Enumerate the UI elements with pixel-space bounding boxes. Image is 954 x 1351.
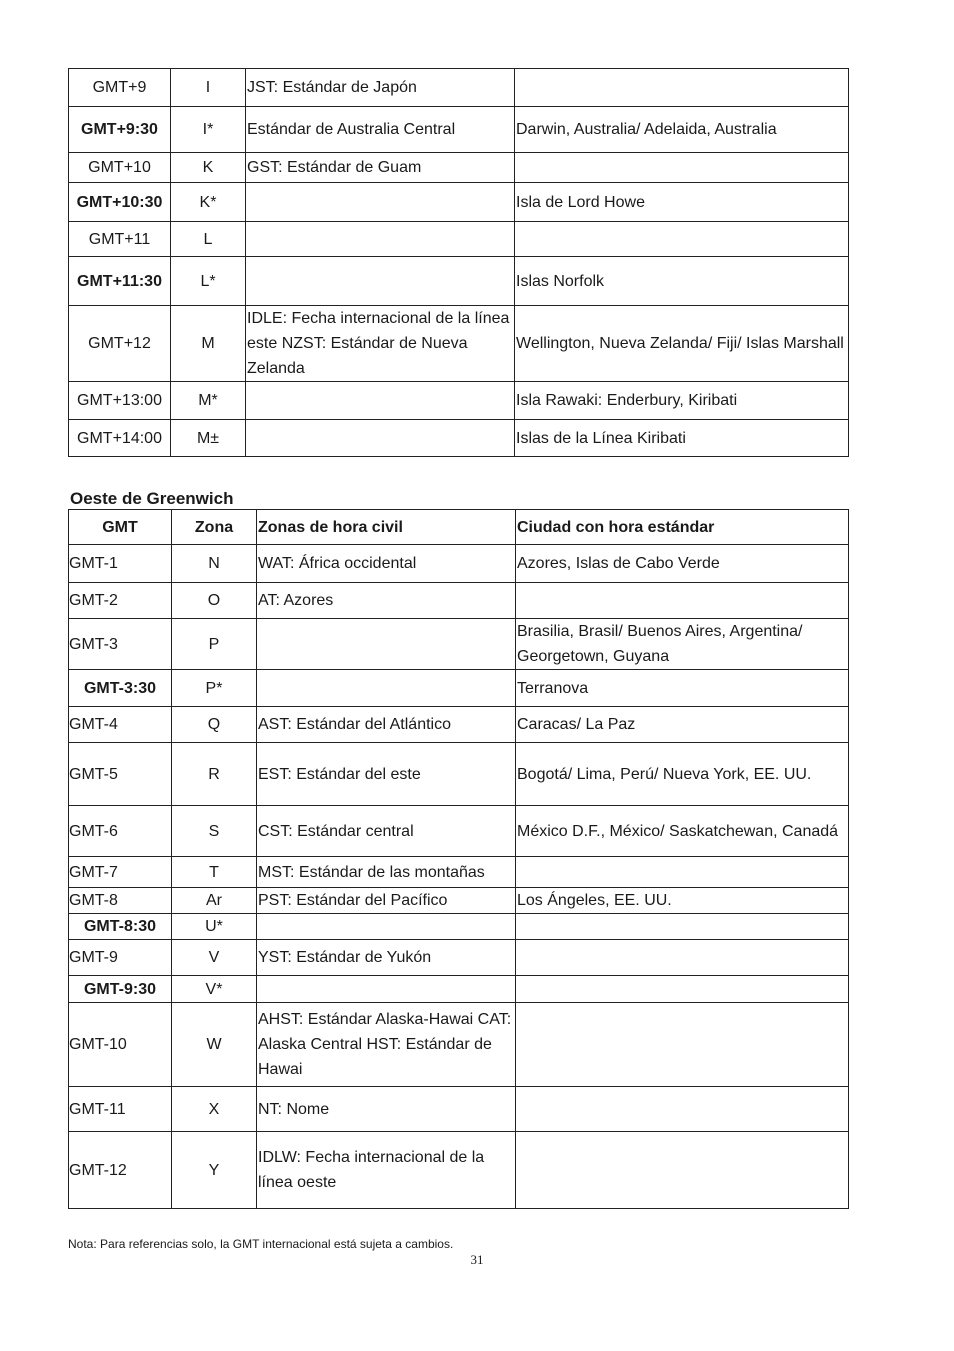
cell-zone: X [172,1087,257,1132]
table-row [69,940,849,976]
cell-city: Caracas/ La Paz [516,707,849,743]
cell-city: Islas Norfolk [515,257,849,306]
cell-city [515,153,849,183]
cell-civil: CST: Estándar central [257,806,516,857]
cell-city: Bogotá/ Lima, Perú/ Nueva York, EE. UU. [516,743,849,806]
table-row [69,222,849,257]
table-row [69,183,849,222]
cell-gmt: GMT-2 [69,583,172,619]
cell-city: Darwin, Australia/ Adelaida, Australia [515,107,849,153]
cell-zone: V* [172,976,257,1003]
cell-gmt: GMT-3 [69,619,172,670]
cell-zone: P* [172,670,257,707]
cell-gmt: GMT+11:30 [69,257,171,306]
cell-civil: AST: Estándar del Atlántico [257,707,516,743]
cell-city: Wellington, Nueva Zelanda/ Fiji/ Islas Marshall [515,306,849,382]
cell-zone: M± [171,420,246,457]
cell-gmt: GMT+9:30 [69,107,171,153]
table-row [69,382,849,420]
cell-city: México D.F., México/ Saskatchewan, Canadá [516,806,849,857]
cell-civil: IDLW: Fecha internacional de la línea oeste [257,1132,516,1209]
page-number: 31 [470,1252,484,1267]
table-row [69,420,849,457]
cell-zone: I [171,69,246,107]
cell-gmt: GMT-8:30 [69,914,172,940]
table-row [69,914,849,940]
section-title: Oeste de Greenwich [70,489,234,508]
cell-zone: K [171,153,246,183]
table-row [69,1003,849,1087]
table-row [69,976,849,1003]
cell-gmt: GMT-3:30 [69,670,172,707]
cell-zone: O [172,583,257,619]
cell-gmt: GMT-12 [69,1132,172,1209]
cell-city [516,583,849,619]
cell-zone: S [172,806,257,857]
cell-gmt: GMT+10:30 [69,183,171,222]
table-row [69,857,849,888]
cell-zone: I* [171,107,246,153]
cell-city [516,1132,849,1209]
cell-civil: IDLE: Fecha internacional de la línea este NZST: Estándar de Nueva Zelanda [246,306,515,382]
header-civil: Zonas de hora civil [257,510,516,545]
cell-civil [246,420,515,457]
cell-city: Islas de la Línea Kiribati [515,420,849,457]
cell-civil: JST: Estándar de Japón [246,69,515,107]
cell-civil [257,914,516,940]
cell-gmt: GMT-6 [69,806,172,857]
cell-civil: YST: Estándar de Yukón [257,940,516,976]
cell-city [516,914,849,940]
cell-gmt: GMT-5 [69,743,172,806]
east-timezone-table [68,68,849,457]
cell-city: Isla de Lord Howe [515,183,849,222]
cell-civil: WAT: África occidental [257,545,516,583]
cell-gmt: GMT+13:00 [69,382,171,420]
cell-gmt: GMT-9 [69,940,172,976]
cell-gmt: GMT+10 [69,153,171,183]
cell-city [516,857,849,888]
cell-city: Azores, Islas de Cabo Verde [516,545,849,583]
cell-gmt: GMT+9 [69,69,171,107]
cell-zone: Ar [172,888,257,914]
cell-zone: T [172,857,257,888]
cell-zone: L* [171,257,246,306]
cell-zone: W [172,1003,257,1087]
cell-gmt: GMT-7 [69,857,172,888]
cell-zone: U* [172,914,257,940]
cell-gmt: GMT-10 [69,1003,172,1087]
cell-zone: L [171,222,246,257]
cell-city [515,69,849,107]
cell-gmt: GMT-1 [69,545,172,583]
table-row [69,619,849,670]
cell-zone: Q [172,707,257,743]
table-row [69,743,849,806]
cell-civil: AT: Azores [257,583,516,619]
cell-city: Isla Rawaki: Enderbury, Kiribati [515,382,849,420]
cell-zone: K* [171,183,246,222]
cell-city [515,222,849,257]
cell-city [516,940,849,976]
cell-city [516,1087,849,1132]
table-row [69,707,849,743]
cell-civil [246,222,515,257]
cell-civil: EST: Estándar del este [257,743,516,806]
cell-civil: AHST: Estándar Alaska-Hawai CAT: Alaska Central HST: Estándar de Hawai [257,1003,516,1087]
cell-gmt: GMT+14:00 [69,420,171,457]
footnote: Nota: Para referencias solo, la GMT internacional está sujeta a cambios. [68,1237,454,1251]
cell-city [516,976,849,1003]
cell-zone: P [172,619,257,670]
table-row [69,583,849,619]
cell-city: Terranova [516,670,849,707]
cell-gmt: GMT+11 [69,222,171,257]
cell-zone: Y [172,1132,257,1209]
table-row [69,806,849,857]
cell-civil: GST: Estándar de Guam [246,153,515,183]
cell-gmt: GMT+12 [69,306,171,382]
cell-city: Los Ángeles, EE. UU. [516,888,849,914]
cell-city [516,1003,849,1087]
cell-gmt: GMT-9:30 [69,976,172,1003]
cell-zone: N [172,545,257,583]
table-header-row [69,510,849,545]
cell-civil [257,670,516,707]
table-row [69,1087,849,1132]
cell-civil [246,382,515,420]
cell-gmt: GMT-4 [69,707,172,743]
cell-zone: M* [171,382,246,420]
table-row [69,257,849,306]
cell-civil [257,976,516,1003]
cell-civil: MST: Estándar de las montañas [257,857,516,888]
cell-civil [246,183,515,222]
cell-civil: Estándar de Australia Central [246,107,515,153]
header-gmt: GMT [69,510,172,545]
west-timezone-table [68,509,849,1209]
table-row [69,1132,849,1209]
header-city: Ciudad con hora estándar [516,510,849,545]
header-zone: Zona [172,510,257,545]
cell-civil [246,257,515,306]
table-row [69,545,849,583]
table-row [69,306,849,382]
cell-gmt: GMT-11 [69,1087,172,1132]
cell-zone: R [172,743,257,806]
cell-city: Brasilia, Brasil/ Buenos Aires, Argentina/ Georgetown, Guyana [516,619,849,670]
table-row [69,69,849,107]
cell-civil: PST: Estándar del Pacífico [257,888,516,914]
cell-gmt: GMT-8 [69,888,172,914]
table-row [69,153,849,183]
table-row [69,888,849,914]
table-row [69,670,849,707]
table-row [69,107,849,153]
cell-civil: NT: Nome [257,1087,516,1132]
cell-zone: M [171,306,246,382]
cell-civil [257,619,516,670]
cell-zone: V [172,940,257,976]
